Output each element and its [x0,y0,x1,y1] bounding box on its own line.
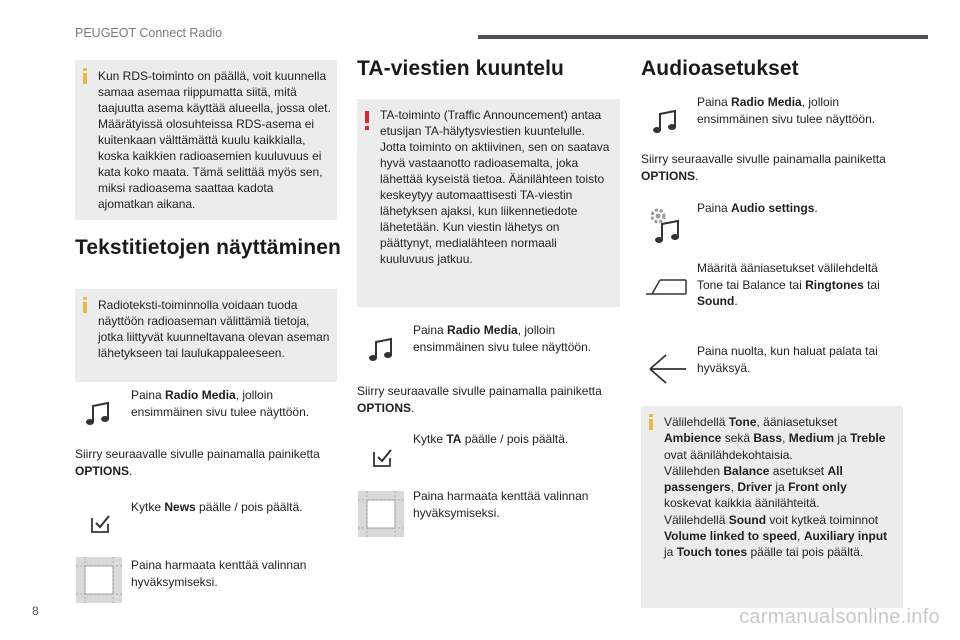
info-text-rds: Kun RDS-toiminto on päällä, voit kuunnella samaa asemaa riippumatta siitä, mitä taajuutta asema käyttää alueella, jossa olet. Määrätyissä olosuhteissa RDS-asema ei kuitenkaan välttämättä kuulu kaikkialla, koska kaikkien radioasemien kuuluvuus ei kata koko maata. Tämä selittää myös sen, miksi radioasema saattaa kadota ajomatkan aikana. [98,69,331,211]
checkbox-icon [370,444,396,470]
info-line: ovat äänilähdekohtaisia. [664,447,793,462]
info-text-audio [664,414,897,561]
slider-line-icon [644,276,688,296]
info-icon [649,419,653,430]
info-line: koskevat kaikkia äänilähteitä. [664,496,820,511]
info-box-radiotext [75,289,337,382]
step-audio-settings: Paina Audio settings. [697,201,818,215]
warning-box-ta [357,99,620,307]
section-heading-audio: Audioasetukset [641,57,799,80]
page-number: 8 [32,604,39,618]
checkbox-icon [88,510,114,536]
music-note-icon [651,108,681,136]
music-note-icon [84,400,114,428]
step-radio-media-3: Paina Radio Media, jolloin ensimmäinen sivu tulee näyttöön. [697,95,876,126]
info-line: ja Touch tones päälle tai pois päältä. [664,545,864,560]
options-paragraph-2: Siirry seuraavalle sivulle painamalla painiketta OPTIONS. [357,384,602,415]
step-radio-media-1: Paina Radio Media, jolloin ensimmäinen sivu tulee näyttöön. [131,388,310,419]
gear-music-icon [648,206,684,246]
section-heading-radiotext: Tekstitietojen näyttäminen [75,236,341,259]
info-line: Välilehdellä Sound voit kytkeä toiminnot [664,512,879,527]
info-text-radiotext: Radioteksti-toiminnolla voidaan tuoda näyttöön radioaseman välittämiä tietoja, jotka liittyvät kuunneltavana olevan aseman lähetykseen tai laulukappaleeseen. [98,298,330,360]
info-line: Välilehdellä Tone, ääniasetukset [664,415,838,429]
watermark: carmanualsonline.info [739,606,940,628]
info-line: Volume linked to speed, Auxiliary input [664,529,888,544]
header-title: PEUGEOT Connect Radio [75,26,223,40]
warning-text-ta: TA-toiminto (Traffic Announcement) antaa etusijan TA-hälytysviestien kuuntelulle. Jotta toiminto on aktiivinen, sen on saatava hyvä vastaanotto radioasemalta, joka lähettää kyseistä tietoa. Äänilähteen toisto keskeytyy automaattisesti TA-viestin lähetyksen ajaksi, kun liikennetiedote lähetetään. Kun viestin lähetys on päättynyt, medialähteen normaali kuuluvuus jatkuu. [380,108,610,266]
info-box-rds [75,60,337,220]
step-toggle-news: Kytke News päälle / pois päältä. [131,500,303,514]
grey-field-icon [358,491,404,537]
info-box-audio [641,406,903,608]
grey-field-icon [76,557,122,603]
header-bar [478,35,928,39]
options-paragraph-3: Siirry seuraavalle sivulle painamalla painiketta OPTIONS. [641,152,886,183]
step-confirm-1: Paina harmaata kenttää valinnan hyväksymiseksi. [131,558,307,589]
info-icon [83,302,87,313]
step-toggle-ta: Kytke TA päälle / pois päältä. [413,432,569,446]
info-line: passengers, Driver ja Front only [664,480,847,495]
back-arrow-icon [646,353,688,385]
options-paragraph-1: Siirry seuraavalle sivulle painamalla painiketta OPTIONS. [75,447,320,478]
music-note-icon [367,336,397,364]
step-confirm-2: Paina harmaata kenttää valinnan hyväksymiseksi. [413,489,589,520]
step-radio-media-2: Paina Radio Media, jolloin ensimmäinen sivu tulee näyttöön. [413,323,592,354]
info-line: Välilehden Balance asetukset All [664,463,843,478]
step-tone-settings: Määritä ääniasetukset välilehdeltä Tone tai Balance tai Ringtones tai Sound. [697,261,880,308]
info-icon [83,73,87,84]
info-line: Ambience sekä Bass, Medium ja Treble [664,431,886,446]
warning-icon [365,111,369,123]
section-heading-ta: TA-viestien kuuntelu [357,57,564,80]
step-back-arrow: Paina nuolta, kun haluat palata tai hyväksyä. [697,344,878,375]
